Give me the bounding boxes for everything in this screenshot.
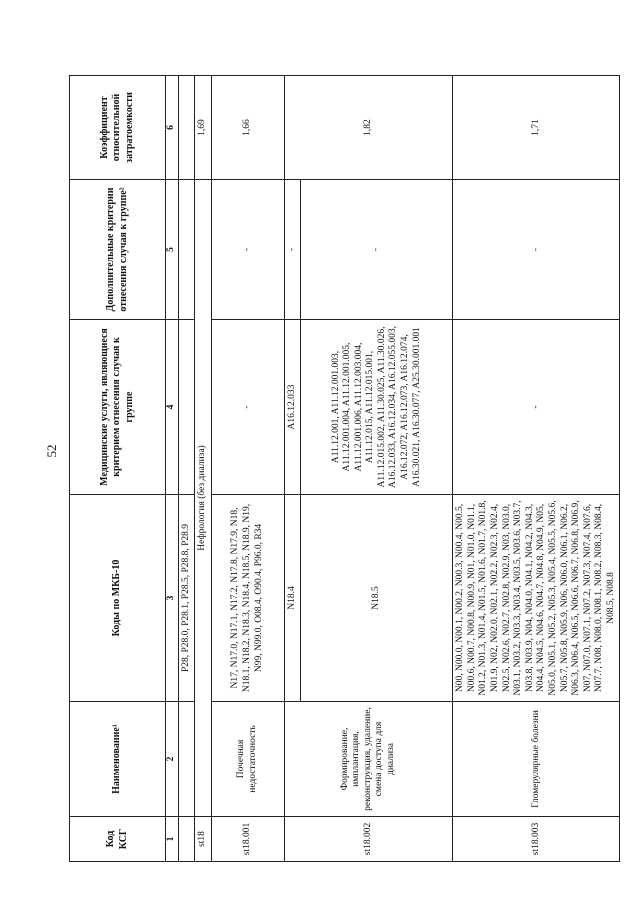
col-number: 3 xyxy=(166,495,179,702)
col-header-mkb: Коды по МКБ-10 xyxy=(70,495,166,702)
row-name: Гломерулярные болезни xyxy=(453,702,620,817)
group-label: Нефрология (без диализа) xyxy=(195,180,212,817)
row-extra: - xyxy=(284,180,301,320)
row-services: A16.12.033 xyxy=(284,320,301,495)
row-extra: - xyxy=(211,180,284,320)
col-header-coef: Коэффициент относительной затратоемкости xyxy=(70,76,166,180)
col-number: 4 xyxy=(166,320,179,495)
row-mkb: N18.5 xyxy=(301,495,453,702)
row-mkb: N00, N00.0, N00.1, N00.2, N00.3, N00.4, N00.5, N00.6, N00.7, N00.8, N00.9, N01, N01.0, N01.1, N01.2, N01.3, N01.4, N01.5, N01.6, N01.7, N01.8, N01.9, N02, N02.0, N02.1, N02.2, N02.3, N02.4, N02.5, N02.6, N02.7, N02.8, N02.9, N03, N03.0, N03.1, N03.2, N03.3, N03.4, N03.5, N03.6, N03.7, N03.8, N03.9, N04, N04.0, N04.1, N04.2, N04.3, N04.4, N04.5, N04.6, N04.7, N04.8, N04.9, N05, N05.0, N05.1, N05.2, N05.3, N05.4, N05.5, N05.6, N05.7, N05.8, N05.9, N06, N06.0, N06.1, N06.2, N06.3, N06.4, N06.5, N06.6, N06.7, N06.8, N06.9, N07, N07.0, N07.1, N07.2, N07.3, N07.4, N07.6, N07.7, N08, N08.0, N08.1, N08.2, N08.3, N08.4, N08.5, N08.8 xyxy=(453,495,620,702)
col-header-code: Код КСГ xyxy=(70,817,166,862)
row-extra: - xyxy=(301,180,453,320)
row-coef: 1,66 xyxy=(211,76,284,180)
table-row xyxy=(453,76,620,862)
pre-row-mkb: P28, P28.0, P28.1, P28.5, P28.8, P28.9 xyxy=(178,495,195,702)
group-code: st18 xyxy=(195,817,212,862)
table-row xyxy=(284,76,301,862)
pre-row xyxy=(178,76,195,862)
header-row xyxy=(70,76,166,862)
row-extra: - xyxy=(453,180,620,320)
column-number-row xyxy=(166,76,179,862)
row-name: Почечная недостаточность xyxy=(211,702,284,817)
col-number: 2 xyxy=(166,702,179,817)
row-services: - xyxy=(211,320,284,495)
row-services: - xyxy=(453,320,620,495)
row-mkb: N17, N17.0, N17.1, N17.2, N17.8, N17.9, N18, N18.1, N18.2, N18.3, N18.4, N18.5, N18.9, N19, N99, N99.0, O08.4, O90.4, P96.0, R34 xyxy=(211,495,284,702)
col-header-services: Медицинские услуги, являющиеся критерием отнесения случая к группе xyxy=(70,320,166,495)
col-header-name: Наименование¹ xyxy=(70,702,166,817)
col-number: 6 xyxy=(166,76,179,180)
group-row xyxy=(195,76,212,862)
row-coef: 1,82 xyxy=(284,76,453,180)
row-code: st18.003 xyxy=(453,817,620,862)
table-row xyxy=(211,76,284,862)
row-code: st18.002 xyxy=(284,817,453,862)
row-code: st18.001 xyxy=(211,817,284,862)
col-number: 5 xyxy=(166,180,179,320)
col-header-extra: Дополнительные критерии отнесения случая к группе² xyxy=(70,180,166,320)
col-number: 1 xyxy=(166,817,179,862)
row-services: A11.12.001, A11.12.001.003, A11.12.001.004, A11.12.001.005, A11.12.001.006, A11.12.003.004, A11.12.015, A11.12.015.001, A11.12.015.002, A11.30.025, A11.30.026, A16.12.033, A16.12.034, A16.12.055.003, A16.12.072, A16.12.073, A16.12.074, A16.30.021, A16.30.077, A25.30.001.001 xyxy=(301,320,453,495)
row-coef: 1,71 xyxy=(453,76,620,180)
ksg-table xyxy=(69,75,620,862)
rotated-table-wrapper xyxy=(69,76,616,862)
group-coef: 1,69 xyxy=(195,76,212,180)
row-mkb: N18.4 xyxy=(284,495,301,702)
page-number: 52 xyxy=(44,444,59,458)
row-name: Формирование, имплантация, реконструкция, удаление, смена доступа для диализа xyxy=(284,702,453,817)
